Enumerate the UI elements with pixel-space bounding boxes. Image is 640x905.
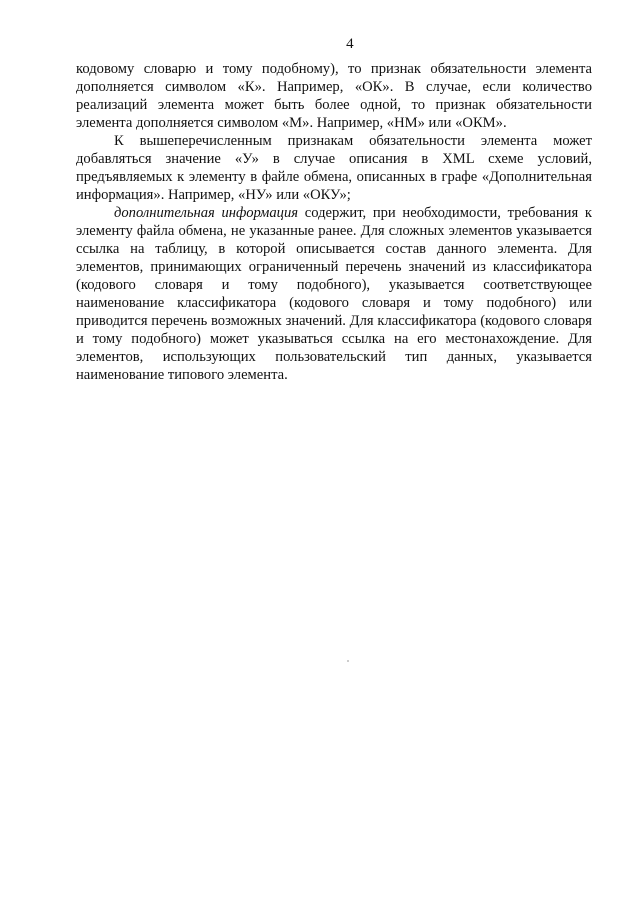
paragraph-additional-info-text: содержит, при необходимости, требования к элементу файла обмена, не указанные ранее. Для сложных элементов указывается ссылка на таблицу, в которой описывается состав данного элемента. Для элементов, принимающих ограниченный перечень значений из классификатора (кодового словаря и тому подобного), указывается соответствующее наименование классификатора (кодового словаря и тому подобного) или приводится перечень возможных значений. Для классификатора (кодового словаря и тому подобного) может указываться ссылка на его местонахождение. Для элементов, использующих пользовательский тип данных, указывается наименование типового элемента. [76, 205, 592, 383]
paragraph-additional-info [76, 204, 592, 384]
scan-speck [347, 660, 349, 662]
term-additional-info: дополнительная информация [114, 205, 299, 221]
body-text [76, 60, 592, 384]
page-number: 4 [346, 36, 354, 52]
paragraph-mandatory-u: К вышеперечисленным признакам обязательности элемента может добавляться значение «У» в случае описания в XML схеме условий, предъявляемых к элементу в файле обмена, описанных в графе «Дополнительная информация». Например, «НУ» или «ОКУ»; [76, 133, 592, 203]
paragraph-mandatory-k-m: кодовому словарю и тому подобному), то признак обязательности элемента дополняется символом «К». Например, «ОК». В случае, если количество реализаций элемента может быть более одной, то признак обязательности элемента дополняется символом «М». Например, «НМ» или «ОКМ». [76, 61, 592, 131]
